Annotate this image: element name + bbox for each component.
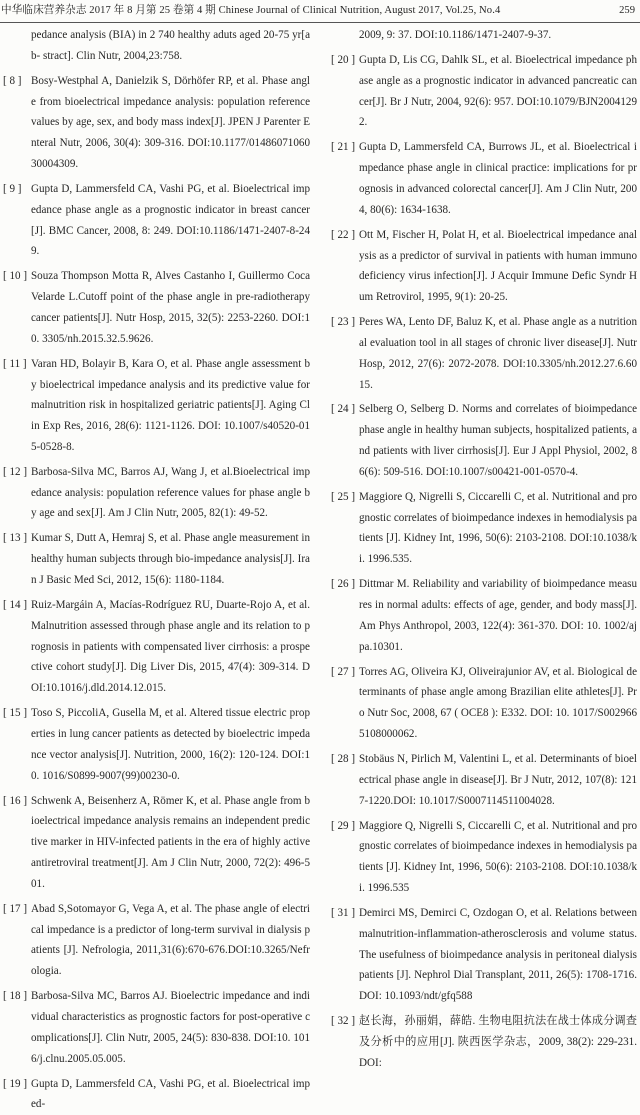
reference-text: Maggiore Q, Nigrelli S, Ciccarelli C, et al. Nutritional and prognostic correlates of bioimpedance indexes in hemodialysis patients [J]. Kidney Int, 1996, 50(6): 2103-2108. DOI:10.1038/ki. 1996.535. (359, 491, 637, 565)
reference-text: Bosy-Westphal A, Danielzik S, Dörhöfer RP, et al. Phase angle from bioelectrical impedance analysis: population reference values by age, sex, and body mass index[J]. JPEN J Parenter Enteral Nutr, 2006, 30(4): 309-316. DOI:10.1177/0148607106030004309. (31, 75, 310, 170)
reference-text: Ruiz-Margáin A, Macías-Rodríguez RU, Duarte-Rojo A, et al. Malnutrition assessed through phase angle and its relation to prognosis in patients with compensated liver cirrhosis: a prospective cohort study[J]. Dig Liver Dis, 2015, 47(4): 309-314. DOI:10.1016/j.dld.2014.12.015. (31, 599, 310, 694)
reference-entry (331, 574, 637, 657)
reference-text: Gupta D, Lammersfeld CA, Vashi PG, et al. Bioelectrical imped- (31, 1078, 310, 1111)
reference-number: [ 20 ] (331, 50, 355, 71)
reference-number: [ 21 ] (331, 137, 355, 158)
reference-entry (3, 595, 310, 699)
reference-number: [ 11 ] (3, 354, 27, 375)
reference-text: Torres AG, Oliveira KJ, Oliveirajunior AV, et al. Biological determinants of phase angle among Brazilian elite athletes[J]. Pro Nutr Soc, 2008, 67 ( OCE8 ): E332. DOI: 10. 1017/S0029665108000062. (359, 666, 637, 740)
reference-text: Kumar S, Dutt A, Hemraj S, et al. Phase angle measurement in healthy human subjects through bio-impedance analysis[J]. Iran J Basic Med Sci, 2012, 15(6): 1180-1184. (31, 532, 310, 586)
reference-entry (3, 354, 310, 458)
reference-entry (3, 986, 310, 1069)
reference-entry (3, 1074, 310, 1115)
reference-list-right (331, 50, 637, 1074)
reference-text: Toso S, PiccoliA, Gusella M, et al. Altered tissue electric properties in lung cancer patients as detected by bioelectric impedance vector analysis[J]. Nutrition, 2000, 16(2): 120-124. DOI:10. 1016/S0899-9007(99)00230-0. (31, 707, 310, 781)
page-number: 259 (619, 1, 635, 21)
reference-entry (331, 749, 637, 811)
reference-number: [ 27 ] (331, 662, 355, 683)
reference-text: 赵长海，孙丽娟，薛皓. 生物电阻抗法在战士体成分调查及分析中的应用[J]. 陕西医学杂志，2009, 38(2): 229-231. DOI: (359, 1015, 637, 1069)
reference-number: [ 24 ] (331, 399, 355, 420)
reference-text: Souza Thompson Motta R, Alves Castanho I, Guillermo Coca Velarde L.Cutoff point of the phase angle in pre-radiotherapy cancer patients[J]. Nutr Hosp, 2015, 32(5): 2253-2260. DOI:10. 3305/nh.2015.32.5.9626. (31, 270, 310, 344)
reference-entry (3, 528, 310, 590)
reference-number: [ 9 ] (3, 179, 21, 200)
reference-list-left (3, 71, 310, 1115)
reference-text: Demirci MS, Demirci C, Ozdogan O, et al. Relations between malnutrition-inflammation-atherosclerosis and volume status. The usefulness of bioimpedance analysis in peritoneal dialysis patients [J]. Nephrol Dial Transplant, 2011, 26(5): 1708-1716. DOI: 10.1093/ndt/gfq588 (359, 907, 637, 1002)
right-column (331, 25, 637, 892)
reference-number: [ 18 ] (3, 986, 27, 1007)
reference-entry (331, 903, 637, 1007)
reference-entry (331, 399, 637, 482)
reference-number: [ 13 ] (3, 528, 27, 549)
reference-continuation: 2009, 9: 37. DOI:10.1186/1471-2407-9-37. (331, 25, 637, 46)
reference-text: Gupta D, Lis CG, Dahlk SL, et al. Bioelectrical impedance phase angle as a prognostic indicator in advanced pancreatic cancer[J]. Br J Nutr, 2004, 92(6): 957. DOI:10.1079/BJN20041292. (359, 54, 637, 128)
reference-entry (331, 816, 637, 899)
reference-number: [ 14 ] (3, 595, 27, 616)
reference-number: [ 28 ] (331, 749, 355, 770)
reference-entry (3, 703, 310, 786)
reference-text: Selberg O, Selberg D. Norms and correlates of bioimpedance phase angle in healthy human subjects, hospitalized patients, and patients with liver cirrhosis[J]. Eur J Appl Physiol, 2002, 86(6): 509-516. DOI:10.1007/s00421-001-0570-4. (359, 403, 637, 477)
reference-entry (331, 662, 637, 745)
reference-text: Gupta D, Lammersfeld CA, Vashi PG, et al. Bioelectrical impedance phase angle as a prognostic indicator in breast cancer[J]. BMC Cancer, 2008, 8: 249. DOI:10.1186/1471-2407-8-249. (31, 183, 310, 257)
reference-text: Barbosa-Silva MC, Barros AJ, Wang J, et al.Bioelectrical impedance analysis: population reference values for phase angle by age and sex[J]. Am J Clin Nutr, 2005, 82(1): 49-52. (31, 466, 310, 520)
reference-number: [ 22 ] (331, 225, 355, 246)
reference-entry (3, 899, 310, 982)
left-column (3, 25, 310, 892)
running-title: 中华临床营养杂志 2017 年 8 月第 25 卷第 4 期 Chinese Journal of Clinical Nutrition, August 2017, Vol.25, No.4 (1, 1, 500, 21)
reference-number: [ 10 ] (3, 266, 27, 287)
reference-number: [ 26 ] (331, 574, 355, 595)
reference-text: Peres WA, Lento DF, Baluz K, et al. Phase angle as a nutritional evaluation tool in all stages of chronic liver disease[J]. Nutr Hosp, 2012, 27(6): 2072-2078. DOI:10.3305/nh.2012.27.6.6015. (359, 316, 637, 390)
reference-entry (3, 71, 310, 175)
reference-text: Barbosa-Silva MC, Barros AJ. Bioelectric impedance and individual characteristics as prognostic factors for post-operative complications[J]. Clin Nutr, 2005, 24(5): 830-838. DOI:10. 1016/j.clnu.2005.05.005. (31, 990, 310, 1064)
reference-text: Schwenk A, Beisenherz A, Römer K, et al. Phase angle from bioelectrical impedance analysis remains an independent predictive marker in HIV-infected patients in the era of highly active antiretroviral treatment[J]. Am J Clin Nutr, 2000, 72(2): 496-501. (31, 795, 310, 890)
reference-entry (331, 1011, 637, 1073)
reference-number: [ 12 ] (3, 462, 27, 483)
reference-number: [ 23 ] (331, 312, 355, 333)
reference-number: [ 17 ] (3, 899, 27, 920)
reference-entry (3, 266, 310, 349)
reference-number: [ 19 ] (3, 1074, 27, 1095)
reference-entry (331, 137, 637, 220)
reference-entry (331, 225, 637, 308)
reference-number: [ 15 ] (3, 703, 27, 724)
reference-entry (331, 312, 637, 395)
reference-text: Abad S,Sotomayor G, Vega A, et al. The phase angle of electrical impedance is a predictor of long-term survival in dialysis patients [J]. Nefrologia, 2011,31(6):670-676.DOI:10.3265/Nefrologia. (31, 903, 310, 977)
reference-text: Ott M, Fischer H, Polat H, et al. Bioelectrical impedance analysis as a predictor of survival in patients with human immunodeficiency virus infection[J]. J Acquir Immune Defic Syndr Hum Retrovirol, 1995, 9(1): 20-25. (359, 229, 637, 303)
reference-text: Gupta D, Lammersfeld CA, Burrows JL, et al. Bioelectrical impedance phase angle in clinical practice: implications for prognosis in advanced colorectal cancer[J]. Am J Clin Nutr, 2004, 80(6): 1634-1638. (359, 141, 637, 215)
reference-entry (3, 791, 310, 895)
reference-number: [ 16 ] (3, 791, 27, 812)
reference-text: Stobäus N, Pirlich M, Valentini L, et al. Determinants of bioelectrical phase angle in disease[J]. Br J Nutr, 2012, 107(8): 1217-1220.DOI: 10.1017/S0007114511004028. (359, 753, 637, 807)
reference-number: [ 31 ] (331, 903, 355, 924)
reference-number: [ 25 ] (331, 487, 355, 508)
reference-number: [ 32 ] (331, 1011, 355, 1032)
reference-number: [ 29 ] (331, 816, 355, 837)
reference-entry (331, 50, 637, 133)
reference-text: Maggiore Q, Nigrelli S, Ciccarelli C, et al. Nutritional and prognostic correlates of bioimpedance indexes in hemodialysis patients [J]. Kidney Int, 1996, 50(6): 2103-2108. DOI:10.1038/ki. 1996.535 (359, 820, 637, 894)
reference-continuation: pedance analysis (BIA) in 2 740 healthy aduts aged 20-75 yr[ab‑ stract]. Clin Nutr, 2004,23:758. (3, 25, 310, 67)
reference-entry (331, 487, 637, 570)
page-header (0, 0, 640, 23)
reference-text: Dittmar M. Reliability and variability of bioimpedance measures in normal adults: effects of age, gender, and body mass[J]. Am Phys Anthropol, 2003, 122(4): 361-370. DOI: 10. 1002/ajpa.10301. (359, 578, 637, 652)
reference-number: [ 8 ] (3, 71, 21, 92)
reference-text: Varan HD, Bolayir B, Kara O, et al. Phase angle assessment by bioelectrical impedance analysis and its predictive value for malnutrition risk in hospitalized geriatric patients[J]. Aging Clin Exp Res, 2016, 28(6): 1121-1126. DOI: 10.1007/s40520-015-0528-8. (31, 358, 310, 453)
reference-entry (3, 179, 310, 262)
reference-entry (3, 462, 310, 524)
